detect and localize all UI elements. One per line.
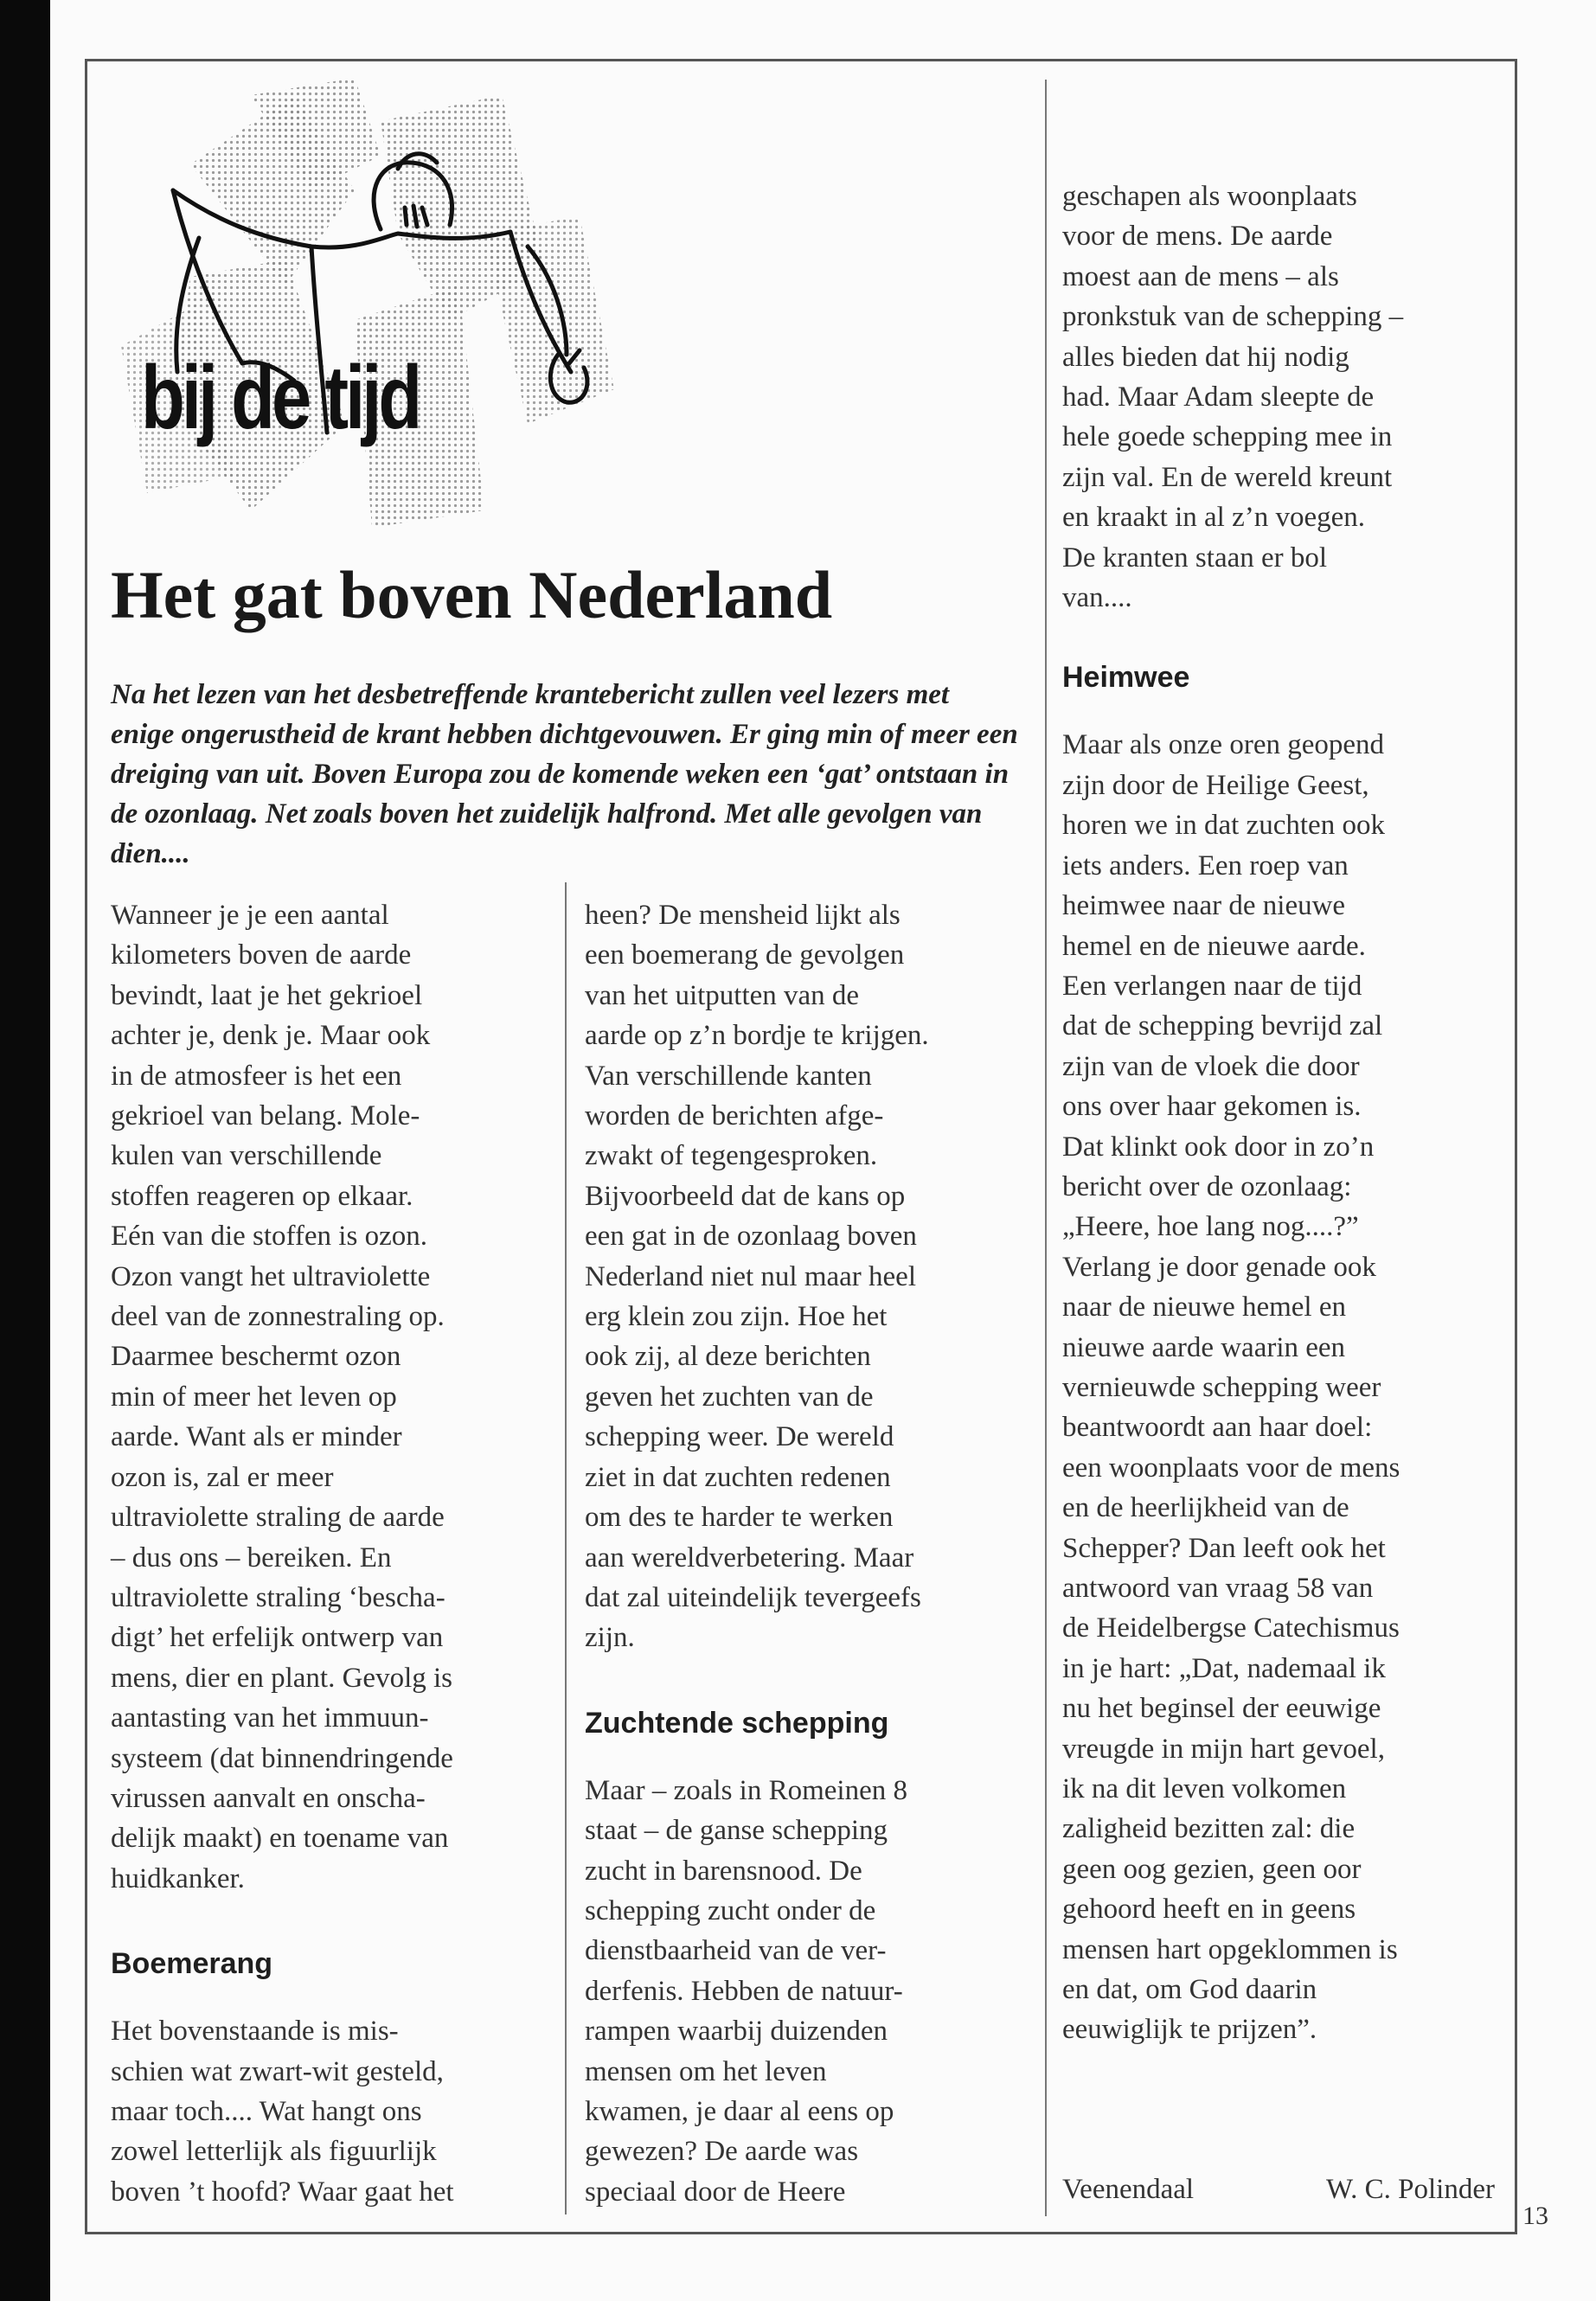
text-line: Daarmee beschermt ozon [111,1341,401,1373]
text-line: Eén van die stoffen is ozon. [111,1221,427,1253]
text-line: min of meer het leven op [111,1381,397,1413]
text-line: om des te harder te werken [585,1502,894,1534]
text-line: heen? De mensheid lijkt als [585,900,901,931]
paragraph-ozon [111,895,552,1899]
text-line: voor de mens. De aarde [1062,221,1333,253]
text-line: kwamen, je daar al eens op [585,2095,894,2127]
text-line: alles bieden dat hij nodig [1062,341,1349,373]
text-line: maar toch.... Wat hangt ons [111,2095,422,2127]
text-line: ik na dit leven volkomen [1062,1773,1347,1805]
column-logo [95,61,631,545]
text-line: Van verschillende kanten [585,1060,872,1092]
text-line: dienstbaarheid van de ver- [585,1935,887,1967]
text-line: en de heerlijkheid van de [1062,1492,1349,1524]
text-line: systeem (dat binnendringende [111,1742,453,1774]
text-line: De kranten staan er bol [1062,542,1328,574]
text-line: Maar als onze oren geopend [1062,729,1385,761]
text-line: gekrioel van belang. Mole- [111,1100,420,1132]
text-line: aantasting van het immuun- [111,1702,429,1734]
text-line: kilometers boven de aarde [111,939,412,971]
text-line: Een verlangen naar de tijd [1062,970,1362,1002]
text-line: rampen waarbij duizenden [585,2016,888,2048]
article-title: Het gat boven Nederland [111,557,833,632]
text-line: Nederland niet nul maar heel [585,1260,916,1292]
text-line: geven het zuchten van de [585,1381,874,1413]
text-line: achter je, denk je. Maar ook [111,1020,431,1052]
text-line: moest aan de mens – als [1062,260,1339,292]
text-line: in de atmosfeer is het een [111,1060,402,1092]
text-line: naar de nieuwe hemel en [1062,1292,1347,1324]
text-line: antwoord van vraag 58 van [1062,1573,1374,1604]
text-line: aan wereldverbetering. Maar [585,1541,914,1574]
text-line: schepping zucht onder de [585,1894,876,1926]
text-line: gehoord heeft en in geens [1062,1894,1356,1926]
column-logo-text: bij de tijd [141,348,420,448]
text-line: vernieuwde schepping weer [1062,1371,1381,1403]
text-line: zijn door de Heilige Geest, [1062,769,1369,801]
text-line: schepping weer. De wereld [585,1421,894,1453]
text-line: horen we in dat zuchten ook [1062,810,1385,842]
text-line: worden de berichten afge- [585,1100,884,1132]
text-line: ons over haar gekomen is. [1062,1091,1362,1123]
subheading-boemerang: Boemerang [111,1947,273,1981]
subheading-heimwee: Heimwee [1062,661,1190,695]
text-line: de Heidelbergse Catechismus [1062,1612,1400,1644]
text-line: iets anders. Een roep van [1062,849,1349,881]
text-line: delijk maakt) en toename van [111,1823,449,1855]
text-line: zucht in barensnood. De [585,1855,862,1887]
text-line: virussen aanvalt en onscha- [111,1782,426,1814]
text-line: geen oog gezien, geen oor [1062,1853,1362,1885]
text-line: schien wat zwart-wit gesteld, [111,2055,444,2087]
text-line: Verlang je door genade ook [1062,1251,1376,1283]
line-list [1062,725,1495,2049]
text-line: Schepper? Dan leeft ook het [1062,1532,1386,1564]
text-line: eeuwiglijk te prijzen”. [1062,2014,1317,2046]
paragraph-zuchtende [585,1771,1017,2212]
line-list [111,895,552,1899]
text-line: een woonplaats voor de mens [1062,1452,1401,1484]
text-line: huidkanker. [111,1862,245,1894]
article-signature [1062,2170,1495,2209]
text-line: bevindt, laat je het gekrioel [111,979,423,1011]
text-line: zowel letterlijk als figuurlijk [111,2136,437,2168]
text-line: dat de schepping bevrijd zal [1062,1010,1383,1042]
column-3 [1062,176,1495,2050]
binding-edge [0,0,50,2301]
paragraph-heimwee [1062,725,1495,2049]
text-line: een gat in de ozonlaag boven [585,1221,917,1253]
dot-screen-background [121,78,614,528]
text-line: en dat, om God daarin [1062,1974,1317,2006]
text-line: zwakt of tegengesproken. [585,1140,878,1172]
text-line: nu het beginsel der eeuwige [1062,1693,1381,1725]
text-line: Dat klinkt ook door in zo’n [1062,1131,1375,1163]
text-line: Ozon vangt het ultraviolette [111,1260,431,1292]
signature-place: Veenendaal [1062,2174,1195,2205]
text-line: ultraviolette straling ‘bescha- [111,1581,445,1613]
text-line: zaligheid bezitten zal: die [1062,1813,1356,1845]
text-line: Het bovenstaande is mis- [111,2016,399,2048]
text-line: derfenis. Hebben de natuur- [585,1975,903,2007]
column-rule-middle [565,882,567,2214]
text-line: van.... [1062,582,1132,614]
text-line: kulen van verschillende [111,1140,382,1172]
text-line: aarde op z’n bordje te krijgen. [585,1020,929,1052]
text-line: in je hart: „Dat, nademaal ik [1062,1652,1386,1684]
text-line: dat zal uiteindelijk tevergeefs [585,1581,921,1613]
text-line: mensen om het leven [585,2055,827,2087]
text-line: boven ’t hoofd? Waar gaat het [111,2176,454,2208]
text-line: digt’ het erfelijk ontwerp van [111,1622,444,1654]
text-line: stoffen reageren op elkaar. [111,1180,413,1212]
subheading-zuchtende-schepping: Zuchtende schepping [585,1706,889,1740]
article-intro: Na het lezen van het desbetreffende krantebericht zullen veel lezers met enige ongerustheid de krant hebben dichtgevouwen. Er ging min of meer een dreiging van uit. Boven Europa zou de komende weken een ‘gat’ ontstaan in de ozonlaag. Net zoals boven het zuidelijk halfrond. Met alle gevolgen van dien.... [111,679,1018,869]
text-line: heimwee naar de nieuwe [1062,890,1346,922]
column-rule-right [1045,80,1047,2216]
signature-author: W. C. Polinder [1326,2174,1495,2205]
text-line: aarde. Want als er minder [111,1421,402,1453]
text-line: van het uitputten van de [585,979,860,1011]
text-line: en kraakt in al z’n voegen. [1062,502,1366,534]
text-line: pronkstuk van de schepping – [1062,301,1404,333]
paragraph-boemerang [111,2011,552,2212]
text-line: hemel en de nieuwe aarde. [1062,930,1366,962]
text-line: Bijvoorbeeld dat de kans op [585,1180,906,1212]
column-2 [585,895,1017,2212]
text-line: zijn van de vloek die door [1062,1050,1360,1082]
text-line: mensen hart opgeklommen is [1062,1933,1398,1965]
column-1 [111,895,552,2212]
text-line: zijn. [585,1622,635,1654]
text-line: nieuwe aarde waarin een [1062,1331,1346,1363]
text-line: ziet in dat zuchten redenen [585,1461,891,1493]
paragraph-boemerang-cont [585,895,1017,1658]
line-list [1062,176,1495,618]
text-line: – dus ons – bereiken. En [111,1541,392,1574]
text-line: een boemerang de gevolgen [585,939,905,971]
page-number: 13 [1522,2202,1548,2230]
newspaper-reader-illustration [95,61,631,545]
text-line: hele goede schepping mee in [1062,421,1393,453]
text-line: deel van de zonnestraling op. [111,1301,445,1333]
text-line: speciaal door de Heere [585,2176,846,2208]
text-line: had. Maar Adam sleepte de [1062,381,1375,413]
line-list [111,2011,552,2212]
line-list [585,1771,1017,2212]
text-line: beantwoordt aan haar doel: [1062,1412,1373,1444]
text-line: Maar – zoals in Romeinen 8 [585,1774,907,1806]
text-line: ultraviolette straling de aarde [111,1502,445,1534]
text-line: zijn val. En de wereld kreunt [1062,461,1393,493]
text-line: ozon is, zal er meer [111,1461,334,1493]
text-line: geschapen als woonplaats [1062,181,1357,212]
text-line: Wanneer je je een aantal [111,900,389,931]
text-line: mens, dier en plant. Gevolg is [111,1662,453,1694]
text-line: erg klein zou zijn. Hoe het [585,1301,888,1333]
text-line: ook zij, al deze berichten [585,1341,871,1373]
text-line: „Heere, hoe lang nog....?” [1062,1211,1359,1243]
paragraph-zuchtende-cont [1062,176,1495,618]
text-line: gewezen? De aarde was [585,2136,859,2168]
text-line: staat – de ganse schepping [585,1815,888,1847]
text-line: bericht over de ozonlaag: [1062,1170,1352,1202]
text-line: vreugde in mijn hart gevoel, [1062,1733,1385,1765]
line-list [585,895,1017,1658]
